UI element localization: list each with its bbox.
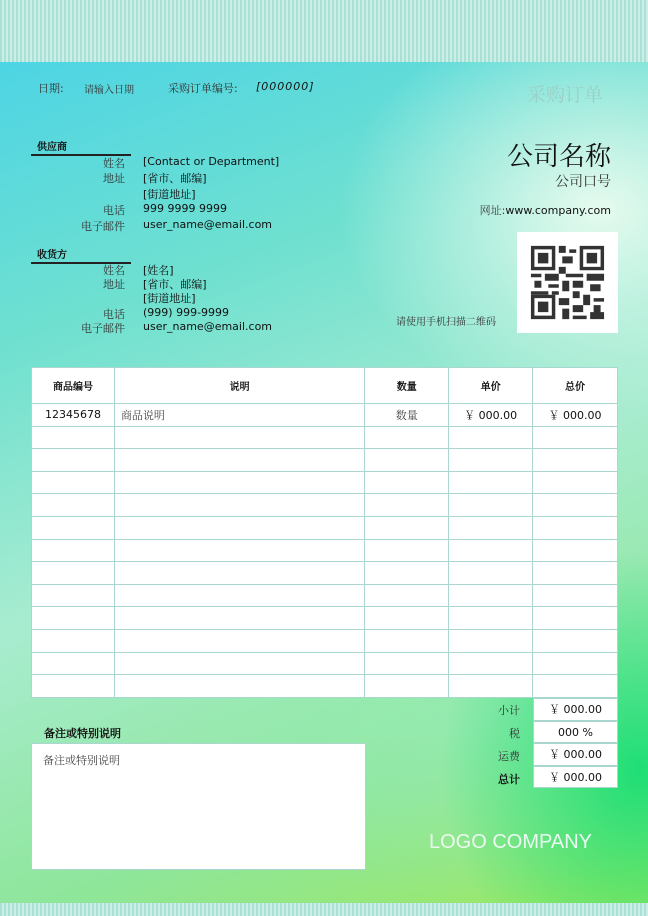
- unit-price-cell[interactable]: [449, 539, 533, 562]
- description-cell[interactable]: [114, 494, 364, 517]
- item-number-cell[interactable]: 12345678: [32, 404, 115, 427]
- total-cell[interactable]: [533, 629, 618, 652]
- description-cell[interactable]: [114, 449, 364, 472]
- item-number-cell[interactable]: [32, 471, 115, 494]
- unit-price-cell[interactable]: [449, 494, 533, 517]
- unit-price-cell[interactable]: [449, 516, 533, 539]
- website: [480, 202, 611, 218]
- supplier-phone[interactable]: 999 9999 9999: [143, 202, 227, 215]
- supplier-address-2[interactable]: [街道地址]: [143, 188, 196, 201]
- order-number-field[interactable]: [000000]: [256, 80, 315, 93]
- website-label: 网址:: [479, 204, 506, 217]
- total-label: 总计: [498, 773, 520, 786]
- recipient-name[interactable]: [姓名]: [143, 264, 174, 277]
- table-row: [32, 562, 618, 585]
- quantity-cell[interactable]: [365, 652, 449, 675]
- supplier-section-title: 供应商: [31, 138, 131, 156]
- table-row: [32, 404, 618, 427]
- total-cell[interactable]: [533, 652, 618, 675]
- table-row: [32, 629, 618, 652]
- tax-value[interactable]: 000 %: [533, 721, 618, 744]
- company-slogan: 公司口号: [555, 174, 611, 190]
- description-cell[interactable]: [114, 675, 364, 698]
- quantity-cell[interactable]: [365, 471, 449, 494]
- supplier-name[interactable]: [Contact or Department]: [143, 155, 280, 168]
- notes-textarea[interactable]: 备注或特别说明: [31, 743, 366, 870]
- description-cell[interactable]: [114, 562, 364, 585]
- company-logo-text: LOGO COMPANY: [429, 831, 592, 853]
- total-cell[interactable]: [533, 539, 618, 562]
- unit-price-cell[interactable]: [449, 471, 533, 494]
- recipient-email[interactable]: user_name@email.com: [143, 320, 273, 333]
- total-cell[interactable]: [533, 426, 618, 449]
- qr-code: [517, 232, 618, 333]
- date-field[interactable]: 请输入日期: [84, 85, 134, 96]
- column-header-description: 说明: [114, 368, 364, 404]
- description-cell[interactable]: [114, 652, 364, 675]
- shipping-value[interactable]: ￥ 000.00: [533, 743, 618, 766]
- shipping-label: 运费: [498, 750, 520, 763]
- tax-label: 税: [509, 727, 520, 740]
- recipient-address-2[interactable]: [街道地址]: [143, 292, 196, 305]
- unit-price-cell[interactable]: ￥ 000.00: [449, 404, 533, 427]
- bottom-stripe-band: [0, 903, 648, 916]
- description-cell[interactable]: [114, 426, 364, 449]
- recipient-address-label: 地址: [103, 278, 125, 291]
- quantity-cell[interactable]: [365, 426, 449, 449]
- table-row: [32, 584, 618, 607]
- supplier-address-label: 地址: [103, 172, 125, 185]
- items-table: [31, 367, 618, 698]
- recipient-phone[interactable]: (999) 999-9999: [143, 306, 230, 319]
- total-cell[interactable]: [533, 607, 618, 630]
- supplier-name-label: 姓名: [103, 157, 125, 170]
- supplier-phone-label: 电话: [103, 204, 125, 217]
- description-cell[interactable]: [114, 629, 364, 652]
- item-number-cell[interactable]: [32, 516, 115, 539]
- notes-title: 备注或特别说明: [44, 727, 121, 740]
- table-row: [32, 652, 618, 675]
- total-value[interactable]: ￥ 000.00: [533, 766, 618, 789]
- item-number-cell[interactable]: [32, 652, 115, 675]
- table-row: [32, 494, 618, 517]
- description-cell[interactable]: [114, 471, 364, 494]
- unit-price-cell[interactable]: [449, 449, 533, 472]
- quantity-cell[interactable]: 数量: [365, 404, 449, 427]
- item-number-cell[interactable]: [32, 426, 115, 449]
- subtotal-label: 小计: [498, 704, 520, 717]
- date-label: 日期:: [38, 82, 64, 95]
- supplier-email-label: 电子邮件: [81, 220, 125, 233]
- item-number-cell[interactable]: [32, 562, 115, 585]
- total-cell[interactable]: [533, 471, 618, 494]
- unit-price-cell[interactable]: [449, 562, 533, 585]
- company-name: 公司名称: [506, 142, 611, 172]
- total-cell[interactable]: [533, 675, 618, 698]
- item-number-cell[interactable]: [32, 607, 115, 630]
- table-header-row: [32, 368, 618, 404]
- description-cell[interactable]: [114, 584, 364, 607]
- table-row: [32, 675, 618, 698]
- table-row: [32, 449, 618, 472]
- supplier-email[interactable]: user_name@email.com: [143, 218, 273, 231]
- order-number-label: 采购订单编号:: [168, 82, 238, 95]
- recipient-email-label: 电子邮件: [81, 322, 125, 335]
- quantity-cell[interactable]: [365, 516, 449, 539]
- total-cell[interactable]: [533, 516, 618, 539]
- description-cell[interactable]: [114, 539, 364, 562]
- unit-price-cell[interactable]: [449, 629, 533, 652]
- quantity-cell[interactable]: [365, 539, 449, 562]
- quantity-cell[interactable]: [365, 607, 449, 630]
- column-header-total: 总价: [533, 368, 618, 404]
- qr-hint: 请使用手机扫描二维码: [396, 317, 496, 328]
- table-row: [32, 539, 618, 562]
- unit-price-cell[interactable]: [449, 426, 533, 449]
- recipient-section-title: 收货方: [31, 246, 131, 264]
- quantity-cell[interactable]: [365, 629, 449, 652]
- quantity-cell[interactable]: [365, 675, 449, 698]
- subtotal-value[interactable]: ￥ 000.00: [533, 698, 618, 721]
- description-cell[interactable]: 商品说明: [114, 404, 364, 427]
- item-number-cell[interactable]: [32, 449, 115, 472]
- quantity-cell[interactable]: [365, 562, 449, 585]
- item-number-cell[interactable]: [32, 629, 115, 652]
- table-row: [32, 516, 618, 539]
- column-header-item-number: 商品编号: [32, 368, 115, 404]
- unit-price-cell[interactable]: [449, 607, 533, 630]
- recipient-name-label: 姓名: [103, 264, 125, 277]
- quantity-cell[interactable]: [365, 449, 449, 472]
- unit-price-cell[interactable]: [449, 652, 533, 675]
- quantity-cell[interactable]: [365, 494, 449, 517]
- website-link[interactable]: www.company.com: [505, 204, 611, 217]
- unit-price-cell[interactable]: [449, 675, 533, 698]
- column-header-quantity: 数量: [365, 368, 449, 404]
- quantity-cell[interactable]: [365, 584, 449, 607]
- description-cell[interactable]: [114, 607, 364, 630]
- table-row: [32, 471, 618, 494]
- unit-price-cell[interactable]: [449, 584, 533, 607]
- table-row: [32, 426, 618, 449]
- top-stripe-band: [0, 0, 648, 62]
- item-number-cell[interactable]: [32, 494, 115, 517]
- recipient-phone-label: 电话: [103, 308, 125, 321]
- item-number-cell[interactable]: [32, 675, 115, 698]
- column-header-unit-price: 单价: [449, 368, 533, 404]
- recipient-address-1[interactable]: [省市、邮编]: [143, 278, 207, 291]
- total-cell[interactable]: [533, 562, 618, 585]
- total-cell[interactable]: ￥ 000.00: [533, 404, 618, 427]
- supplier-address-1[interactable]: [省市、邮编]: [143, 172, 207, 185]
- total-cell[interactable]: [533, 449, 618, 472]
- total-cell[interactable]: [533, 494, 618, 517]
- item-number-cell[interactable]: [32, 539, 115, 562]
- document-title: 采购订单: [527, 84, 604, 106]
- item-number-cell[interactable]: [32, 584, 115, 607]
- description-cell[interactable]: [114, 516, 364, 539]
- total-cell[interactable]: [533, 584, 618, 607]
- qr-code-icon: [517, 232, 618, 333]
- table-row: [32, 607, 618, 630]
